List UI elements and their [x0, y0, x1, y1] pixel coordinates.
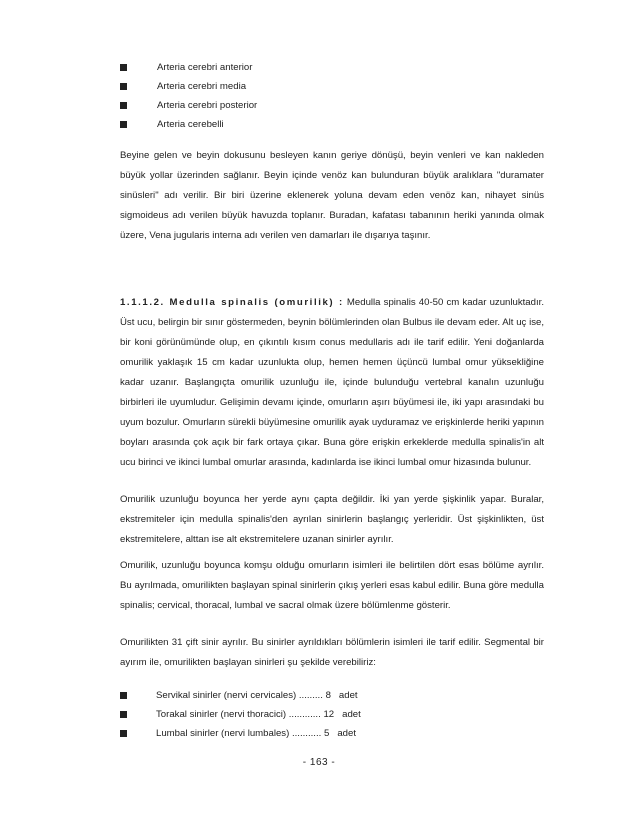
paragraph-spinal-nerves: Omurilikten 31 çift sinir ayrılır. Bu sinirler ayrıldıkları bölümlerin isimleri ile tarif edilir. Segmental bir ayırım ile, omurilikten başlayan sinirleri şu şekilde verebiliriz: — [120, 637, 544, 668]
square-bullet-icon — [120, 711, 127, 718]
list-item-text: Servikal sinirler (nervi cervicales) ......... 8 adet — [156, 690, 358, 701]
square-bullet-icon — [120, 730, 127, 737]
square-bullet-icon — [120, 64, 127, 71]
square-bullet-icon — [120, 121, 127, 128]
square-bullet-icon — [120, 692, 127, 699]
section-heading: 1.1.1.2. Medulla spinalis (omurilik) : — [120, 297, 344, 308]
section-body: Medulla spinalis 40-50 cm kadar uzunluktadır. Üst ucu, belirgin bir sınır göstermeden, beynin bölümlerinden olan Bulbus ile devam eder. Alt uç ise, bir koni görünümünde olup, en çıkıntılı kısım conus medullaris adı ile tarif edilir. Yeni doğanlarda omurilik yaklaşık 15 cm kadar uzunlukta olup, hemen hemen üçüncü lumbal omur yüksekliğine kadar uzanır. Başlangıçta omurilik uzunluğu ile, içinde bulunduğu vertebral kanalın uzunluğu birbirleri ile uyumludur. Gelişimin devamı içinde, omurların aşırı büyümesi ile, iki yapı arasındaki bu uyum bozulur. Omurların sürekli büyümesine omurilik ayak uyduramaz ve erişkinlerde heriki yapının boyları arasında çok açık bir fark ortaya çıkar. Buna göre erişkin erkeklerde medulla spinalis'in alt ucu birinci ve ikinci lumbal omurlar arasında, kadınlarda ise ikinci lumbal omur hizasında bulunur. — [120, 297, 544, 468]
paragraph-spinal-segments: Omurilik, uzunluğu boyunca komşu olduğu omurların isimleri ile belirtilen dört esas bölüme ayrılır. Bu ayrılmada, omurilikten başlayan spinal sinirlerin çıkış yerleri esas kabul edilir. Buna göre medulla spinalis; cervical, thoracal, lumbal ve sacral olmak üzere bölümlenme gösterir. — [120, 560, 544, 611]
page-number: - 163 - — [302, 757, 336, 768]
square-bullet-icon — [120, 83, 127, 90]
paragraph-venous-drainage: Beyine gelen ve beyin dokusunu besleyen kanın geriye dönüşü, beyin venleri ve kan nakleden büyük yollar üzerinden sağlanır. Beyin içinde venöz kan bulunduran büyük aralıklara "duramater sinüsleri" adı verilir. Bir biri üzerine eklenerek yoluna devam eden venöz kan, nihayet sinüs sigmoideus adı verilen büyük havuzda toplanır. Buradan, kafatası tabanının heriki yanında olmak üzere, Vena jugularis interna adı verilen ven damarları ile dışarıya taşınır. — [120, 150, 544, 241]
list-item-text: Arteria cerebri media — [157, 81, 247, 92]
paragraph-spinal-enlargements: Omurilik uzunluğu boyunca her yerde aynı çapta değildir. İki yan yerde şişkinlik yapar. Buralar, ekstremiteler için medulla spinalis'den ayrılan sinirlerin başlangıç yerleridir. Üst şişkinlikten, üst ekstremitelere, alttan ise alt ekstremitelere uzanan sinirler ayrılır. — [120, 494, 544, 545]
paragraph-medulla-spinalis — [120, 293, 544, 473]
list-item-text: Torakal sinirler (nervi thoracici) ............ 12 adet — [156, 709, 361, 720]
square-bullet-icon — [120, 102, 127, 109]
list-item-text: Lumbal sinirler (nervi lumbales) ........... 5 adet — [156, 728, 356, 739]
list-item-text: Arteria cerebri anterior — [157, 62, 253, 73]
list-item-text: Arteria cerebelli — [157, 119, 224, 130]
list-item-text: Arteria cerebri posterior — [157, 100, 258, 111]
